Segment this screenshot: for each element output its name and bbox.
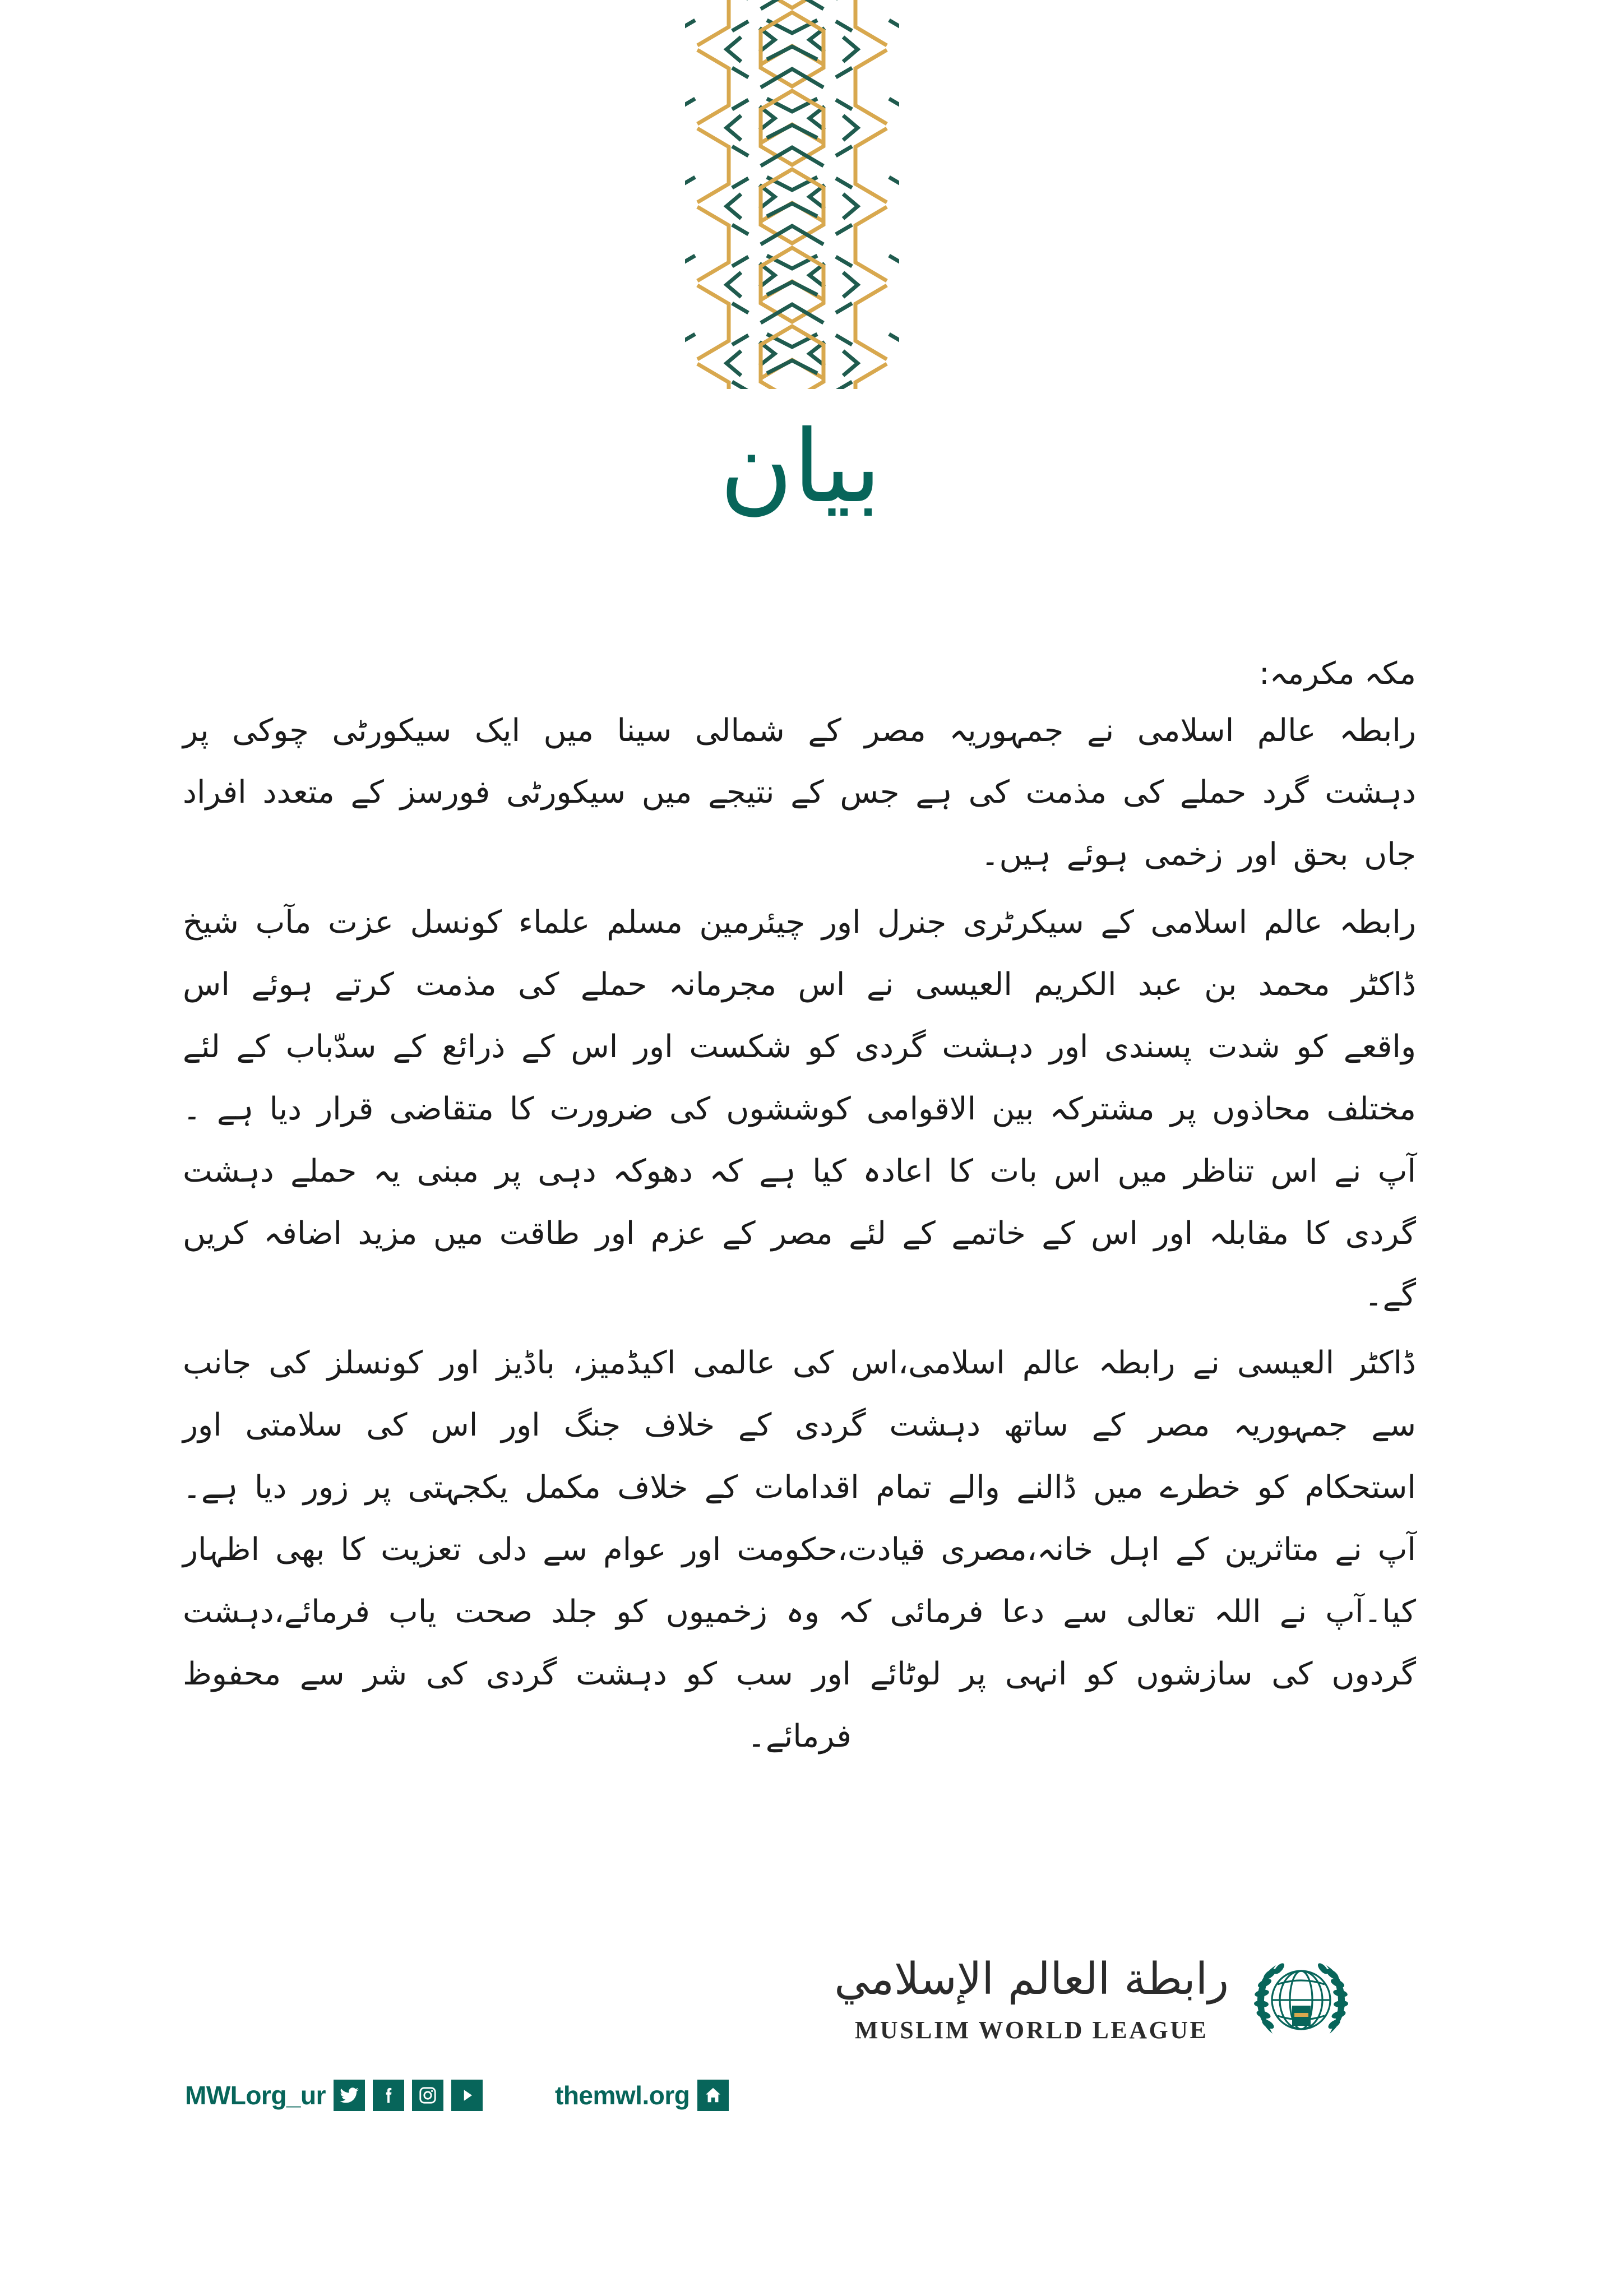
logo-english-name: MUSLIM WORLD LEAGUE [854,2016,1209,2044]
social-handle-label: MWLorg_ur [185,2081,326,2110]
website-label: themwl.org [555,2081,690,2110]
dateline: مکہ مکرمہ: [1259,655,1416,691]
facebook-icon[interactable] [373,2080,404,2111]
statement-paragraph: رابطہ عالم اسلامی کے سیکرٹری جنرل اور چیئرمین مسلم علماء کونسل عزت مآب شیخ ڈاکٹر محمد بن عبد الکریم العیسی نے اس مجرمانہ حملے کی مذمت کرتے ہوئے اس واقعے کو شدت پسندی اور دہشت گردی کو شکست اور اس کے ذرائع کے سدّباب کے لئے مختلف محاذوں پر مشترکہ بین الاقوامی کوششوں کی ضرورت کا متقاضی قرار دیا ہے ۔آپ نے اس تناظر میں اس بات کا اعادہ کیا ہے کہ دھوکہ دہی پر مبنی یہ حملے دہشت گردی کا مقابلہ اور اس کے خاتمے کے لئے مصر کے عزم اور طاقت میں مزید اضافہ کریں گے۔ [183,904,1416,1314]
logo-arabic-name: رابطة العالم الإسلامي [834,1954,1229,2005]
instagram-icon[interactable] [412,2080,443,2111]
statement-body [183,650,1416,1773]
mwl-globe-wreath-emblem [1242,1939,1360,2057]
website-link-group [555,2080,729,2111]
social-links-group [185,2080,483,2111]
page-title: بیان [719,409,882,525]
youtube-icon[interactable] [451,2080,483,2111]
geometric-ornament-band [685,0,899,389]
home-icon[interactable] [697,2080,729,2111]
page-footer [0,1917,1601,2186]
twitter-icon[interactable] [334,2080,365,2111]
logo-text-column [834,1952,1229,2045]
statement-paragraph: ڈاکٹر العیسی نے رابطہ عالم اسلامی،اس کی عالمی اکیڈمیز، باڈیز اور کونسلز کی جانب سے جمہوریہ مصر کے ساتھ دہشت گردی کے خلاف جنگ اور اس کی سلامتی اور استحکام کو خطرے میں ڈالنے والے تمام اقدامات کے خلاف مکمل یکجہتی پر زور دیا ہے۔آپ نے متاثرین کے اہل خانہ،مصری قیادت،حکومت اور عوام سے دلی تعزیت کا بھی اظہار کیا۔آپ نے اللہ تعالی سے دعا فرمائی کہ وہ زخمیوں کو جلد صحت یاب فرمائے،دہشت گردوں کی سازشوں کو انہی پر لوٹائے اور سب کو دہشت گردی کی شر سے محفوظ فرمائے۔ [183,1345,1416,1755]
mwl-logo-lockup [834,1939,1360,2057]
statement-paragraph: رابطہ عالم اسلامی نے جمہوریہ مصر کے شمالی سینا میں ایک سیکورٹی چوکی پر دہشت گرد حملے کی مذمت کی ہے جس کے نتیجے میں سیکورٹی فورسز کے متعدد افراد جاں بحق اور زخمی ہوئے ہیں۔ [183,712,1416,873]
